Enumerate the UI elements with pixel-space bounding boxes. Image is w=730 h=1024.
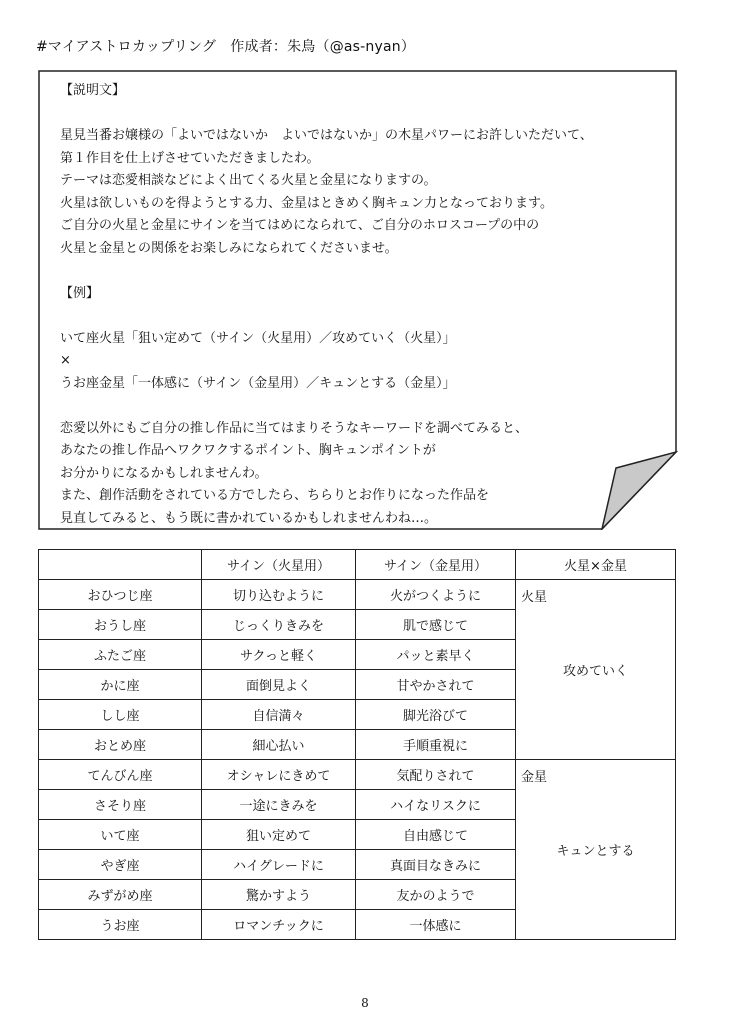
- closing-line: 見直してみると、もう既に書かれているかもしれませんわね…。: [60, 510, 438, 526]
- sign-name-cell: みずがめ座: [39, 880, 202, 910]
- table-header-row: [39, 550, 676, 580]
- description-heading: 【説明文】: [60, 83, 126, 98]
- table-row: [39, 760, 676, 790]
- venus-group-cell: [516, 760, 676, 940]
- group-value: 攻めていく: [562, 664, 628, 679]
- closing-line: また、創作活動をされている方でしたら、ちらりとお作りになった作品を: [60, 488, 490, 503]
- venus-keyword-cell: 気配りされて: [356, 760, 516, 790]
- venus-keyword-cell: パッと素早く: [356, 640, 516, 670]
- mars-keyword-cell: ハイグレードに: [202, 850, 356, 880]
- venus-keyword-cell: 脚光浴びて: [356, 700, 516, 730]
- mars-keyword-cell: 細心払い: [202, 730, 356, 760]
- description-line: ご自分の火星と金星にサインを当てはめになられて、ご自分のホロスコープの中の: [60, 218, 540, 233]
- description-line: テーマは恋愛相談などによく出てくる火星と金星になりますの。: [60, 173, 437, 188]
- sign-name-cell: かに座: [39, 670, 202, 700]
- description-line: 火星は欲しいものを得ようとする力、金星はときめく胸キュン力となっております。: [60, 195, 553, 211]
- sign-name-cell: やぎ座: [39, 850, 202, 880]
- note-card: [38, 70, 678, 530]
- venus-keyword-cell: 火がつくように: [356, 580, 516, 610]
- group-value: キュンとする: [556, 844, 635, 859]
- sign-name-cell: おとめ座: [39, 730, 202, 760]
- mars-group-cell: [516, 580, 676, 760]
- venus-keyword-cell: 一体感に: [356, 910, 516, 940]
- closing-line: お分かりになるかもしれませんわ。: [60, 465, 268, 481]
- venus-keyword-cell: 肌で感じて: [356, 610, 516, 640]
- header-cell: サイン（金星用）: [356, 550, 516, 580]
- closing-line: あなたの推し作品へワクワクするポイント、胸キュンポイントが: [60, 443, 436, 458]
- note-body: [60, 80, 660, 530]
- mars-keyword-cell: 切り込むように: [202, 580, 356, 610]
- description-line: 星見当番お嬢様の「よいではないか よいではないか」の木星パワーにお許しいただいて、: [60, 128, 593, 143]
- description-line: 第１作目を仕上げさせていただきましたわ。: [60, 150, 320, 166]
- mars-keyword-cell: 驚かすよう: [202, 880, 356, 910]
- example-line: ×: [60, 353, 71, 368]
- example-line: うお座金星「一体感に（サイン（金星用）／キュンとする（金星）」: [60, 375, 456, 391]
- closing-line: 恋愛以外にもご自分の推し作品に当てはまりそうなキーワードを調べてみると、: [60, 420, 529, 436]
- venus-keyword-cell: 友かのようで: [356, 880, 516, 910]
- mars-keyword-cell: サクっと軽く: [202, 640, 356, 670]
- header-cell: 火星×金星: [516, 550, 676, 580]
- mars-keyword-cell: 一途にきみを: [202, 790, 356, 820]
- example-heading: 【例】: [60, 285, 100, 301]
- mars-keyword-cell: 自信満々: [202, 700, 356, 730]
- sign-name-cell: さそり座: [39, 790, 202, 820]
- header-cell: サイン（火星用）: [202, 550, 356, 580]
- document-header: #マイアストロカップリング 作成者：朱鳥（@as-nyan）: [36, 39, 416, 55]
- mars-keyword-cell: じっくりきみを: [202, 610, 356, 640]
- example-line: いて座火星「狙い定めて（サイン（火星用）／攻めていく（火星）」: [60, 330, 456, 346]
- mars-keyword-cell: 面倒見よく: [202, 670, 356, 700]
- sign-name-cell: うお座: [39, 910, 202, 940]
- sign-name-cell: いて座: [39, 820, 202, 850]
- page-number: 8: [361, 996, 369, 1010]
- venus-keyword-cell: 自由感じて: [356, 820, 516, 850]
- sign-name-cell: しし座: [39, 700, 202, 730]
- description-line: 火星と金星との関係をお楽しみになられてくださいませ。: [60, 240, 398, 256]
- sign-name-cell: ふたご座: [39, 640, 202, 670]
- header-cell: [39, 550, 202, 580]
- venus-keyword-cell: 真面目なきみに: [356, 850, 516, 880]
- group-tag: 火星: [521, 590, 548, 605]
- sign-name-cell: てんびん座: [39, 760, 202, 790]
- venus-keyword-cell: ハイなリスクに: [356, 790, 516, 820]
- venus-keyword-cell: 手順重視に: [356, 730, 516, 760]
- sign-name-cell: おひつじ座: [39, 580, 202, 610]
- table-row: [39, 580, 676, 610]
- mars-keyword-cell: ロマンチックに: [202, 910, 356, 940]
- group-tag: 金星: [521, 770, 548, 785]
- mars-keyword-cell: オシャレにきめて: [202, 760, 356, 790]
- sign-keyword-table: [38, 549, 676, 940]
- sign-name-cell: おうし座: [39, 610, 202, 640]
- venus-keyword-cell: 甘やかされて: [356, 670, 516, 700]
- mars-keyword-cell: 狙い定めて: [202, 820, 356, 850]
